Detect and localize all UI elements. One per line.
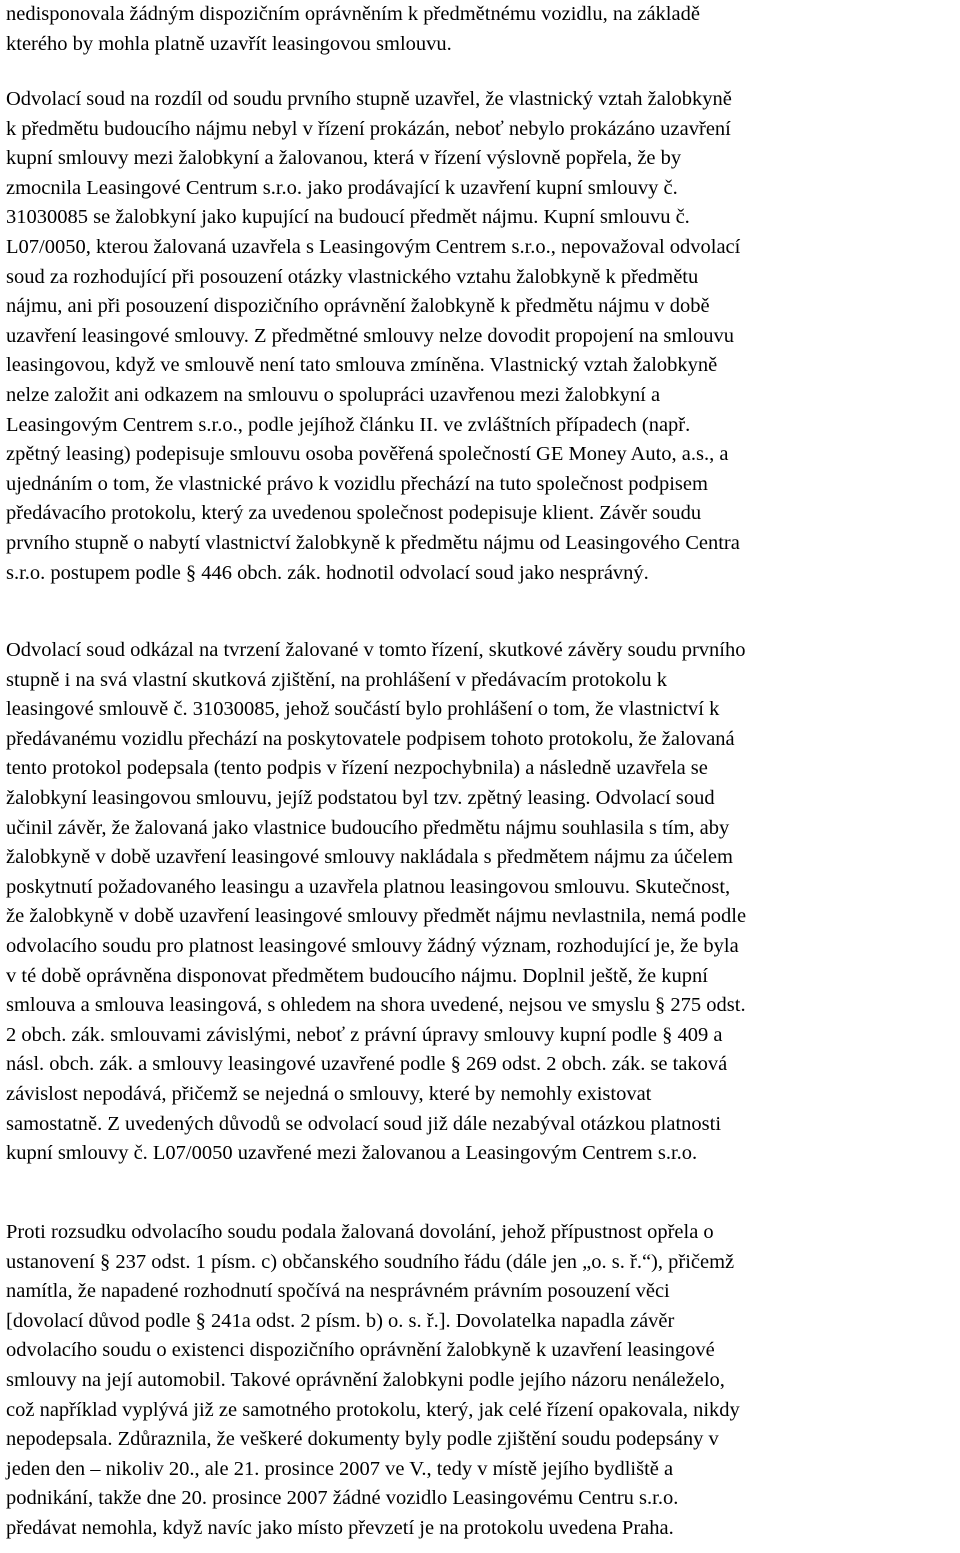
text-line: nepodepsala. Zdůraznila, že veškeré dokumenty byly podle zjištění soudu podepsány v (6, 1428, 719, 1451)
text-line: s.r.o. postupem podle § 446 obch. zák. hodnotil odvolací soud jako nesprávný. (6, 561, 649, 584)
text-line: předávanému vozidlu přechází na poskytovatele podpisem tohoto protokolu, že žalovaná (6, 727, 735, 750)
text-line: L07/0050, kterou žalovaná uzavřela s Leasingovým Centrem s.r.o., nepovažoval odvolací (6, 235, 741, 258)
paragraph-4 (6, 1218, 740, 1544)
text-line: závislost nepodává, přičemž se nejedná o smlouvy, které by nemohly existovat (6, 1082, 652, 1105)
text-line: Odvolací soud na rozdíl od soudu prvního stupně uzavřel, že vlastnický vztah žalobkyně (6, 88, 732, 110)
text-line: smlouvy na její automobil. Takové oprávnění žalobkyni podle jejího názoru nenáleželo, (6, 1368, 725, 1391)
text-line: nájmu, ani při posouzení dispozičního oprávnění žalobkyně k předmětu nájmu v době (6, 295, 710, 318)
text-line: kupní smlouvy č. L07/0050 uzavřené mezi žalovanou a Leasingovým Centrem s.r.o. (6, 1142, 698, 1165)
text-line: namítla, že napadené rozhodnutí spočívá na nesprávném právním posouzení věci (6, 1280, 670, 1303)
text-line: žalobkyně v době uzavření leasingové smlouvy nakládala s předmětem nájmu za účelem (6, 846, 733, 869)
text-line: odvolacího soudu pro platnost leasingové smlouvy žádný význam, rozhodující je, že byla (6, 934, 739, 957)
text-line: nelze založit ani odkazem na smlouvu o spolupráci uzavřenou mezi žalobkyní a (6, 383, 661, 406)
text-line: nedisponovala žádným dispozičním oprávněním k předmětnému vozidlu, na základě (6, 3, 700, 25)
text-line: učinil závěr, že žalovaná jako vlastnice budoucího předmětu nájmu souhlasila s tím, aby (6, 816, 730, 839)
text-line: [dovolací důvod podle § 241a odst. 2 písm. b) o. s. ř.]. Dovolatelka napadla závěr (6, 1309, 675, 1332)
text-line: prvního stupně o nabytí vlastnictví žalobkyně k předmětu nájmu od Leasingového Centra (6, 531, 740, 554)
text-line: Odvolací soud odkázal na tvrzení žalované v tomto řízení, skutkové závěry soudu prvního (6, 639, 746, 661)
text-line: soud za rozhodující při posouzení otázky vlastnického vztahu žalobkyně k předmětu (6, 265, 699, 288)
text-line: samostatně. Z uvedených důvodů se odvolací soud již dále nezabýval otázkou platnosti (6, 1112, 722, 1135)
text-line: poskytnutí požadovaného leasingu a uzavřela platnou leasingovou smlouvu. Skutečnost, (6, 875, 731, 898)
text-line: předávat nemohla, když navíc jako místo převzetí je na protokolu uvedena Praha. (6, 1516, 674, 1539)
paragraph-1 (6, 0, 700, 59)
paragraph-2 (6, 85, 740, 588)
text-line: 31030085 se žalobkyní jako kupující na budoucí předmět nájmu. Kupní smlouvu č. (6, 206, 690, 229)
text-line: leasingovou, když ve smlouvě není tato smlouva zmíněna. Vlastnický vztah žalobkyně (6, 354, 718, 377)
text-line: což například vyplývá již ze samotného protokolu, který, jak celé řízení opakovala, nikdy (6, 1398, 740, 1421)
text-line: 2 obch. zák. smlouvami závislými, neboť z právní úpravy smlouvy kupní podle § 409 a (6, 1023, 723, 1046)
text-line: smlouva a smlouva leasingová, s ohledem na shora uvedené, nejsou ve smyslu § 275 odst. (6, 994, 746, 1017)
text-line: kupní smlouvy mezi žalobkyní a žalovanou, která v řízení výslovně popřela, že by (6, 147, 682, 170)
text-line: leasingové smlouvě č. 31030085, jehož součástí bylo prohlášení o tom, že vlastnictví k (6, 698, 720, 721)
text-line: stupně i na svá vlastní skutková zjištění, na prohlášení v předávacím protokolu k (6, 668, 667, 691)
text-line: kterého by mohla platně uzavřít leasingovou smlouvu. (6, 32, 452, 55)
paragraph-3 (6, 636, 746, 1169)
text-line: že žalobkyně v době uzavření leasingové smlouvy předmět nájmu nevlastnila, nemá podle (6, 905, 747, 928)
text-line: uzavření leasingové smlouvy. Z předmětné smlouvy nelze dovodit propojení na smlouvu (6, 324, 734, 347)
text-line: podnikání, takže dne 20. prosince 2007 žádné vozidlo Leasingovému Centru s.r.o. (6, 1487, 679, 1510)
text-line: zmocnila Leasingové Centrum s.r.o. jako prodávající k uzavření kupní smlouvy č. (6, 176, 678, 199)
text-line: v té době oprávněna disponovat předmětem budoucího nájmu. Doplnil ještě, že kupní (6, 964, 708, 987)
text-line: žalobkyní leasingovou smlouvu, jejíž podstatou byl tzv. zpětný leasing. Odvolací soud (6, 786, 715, 809)
text-line: jeden den – nikoliv 20., ale 21. prosince 2007 ve V., tedy v místě jejího bydliště a (6, 1457, 674, 1480)
text-line: ujednáním o tom, že vlastnické právo k vozidlu přechází na tuto společnost podpisem (6, 472, 708, 495)
text-line: zpětný leasing) podepisuje smlouvu osoba pověřená společností GE Money Auto, a.s., a (6, 443, 729, 466)
text-line: ustanovení § 237 odst. 1 písm. c) občanského soudního řádu (dále jen „o. s. ř.“), přičemž (6, 1250, 735, 1273)
text-line: tento protokol podepsala (tento podpis v řízení nezpochybnila) a následně uzavřela se (6, 757, 708, 780)
text-line: odvolacího soudu o existenci dispozičního oprávnění žalobkyně k uzavření leasingové (6, 1339, 715, 1362)
text-line: násl. obch. zák. a smlouvy leasingové uzavřené podle § 269 odst. 2 obch. zák. se taková (6, 1053, 728, 1076)
text-line: k předmětu budoucího nájmu nebyl v řízení prokázán, neboť nebylo prokázáno uzavření (6, 117, 731, 140)
text-line: předávacího protokolu, který za uvedenou společnost podepisuje klient. Závěr soudu (6, 502, 702, 525)
text-line: Leasingovým Centrem s.r.o., podle jejíhož článku II. ve zvláštních případech (např. (6, 413, 691, 436)
text-line: Proti rozsudku odvolacího soudu podala žalovaná dovolání, jehož přípustnost opřela o (6, 1221, 714, 1243)
